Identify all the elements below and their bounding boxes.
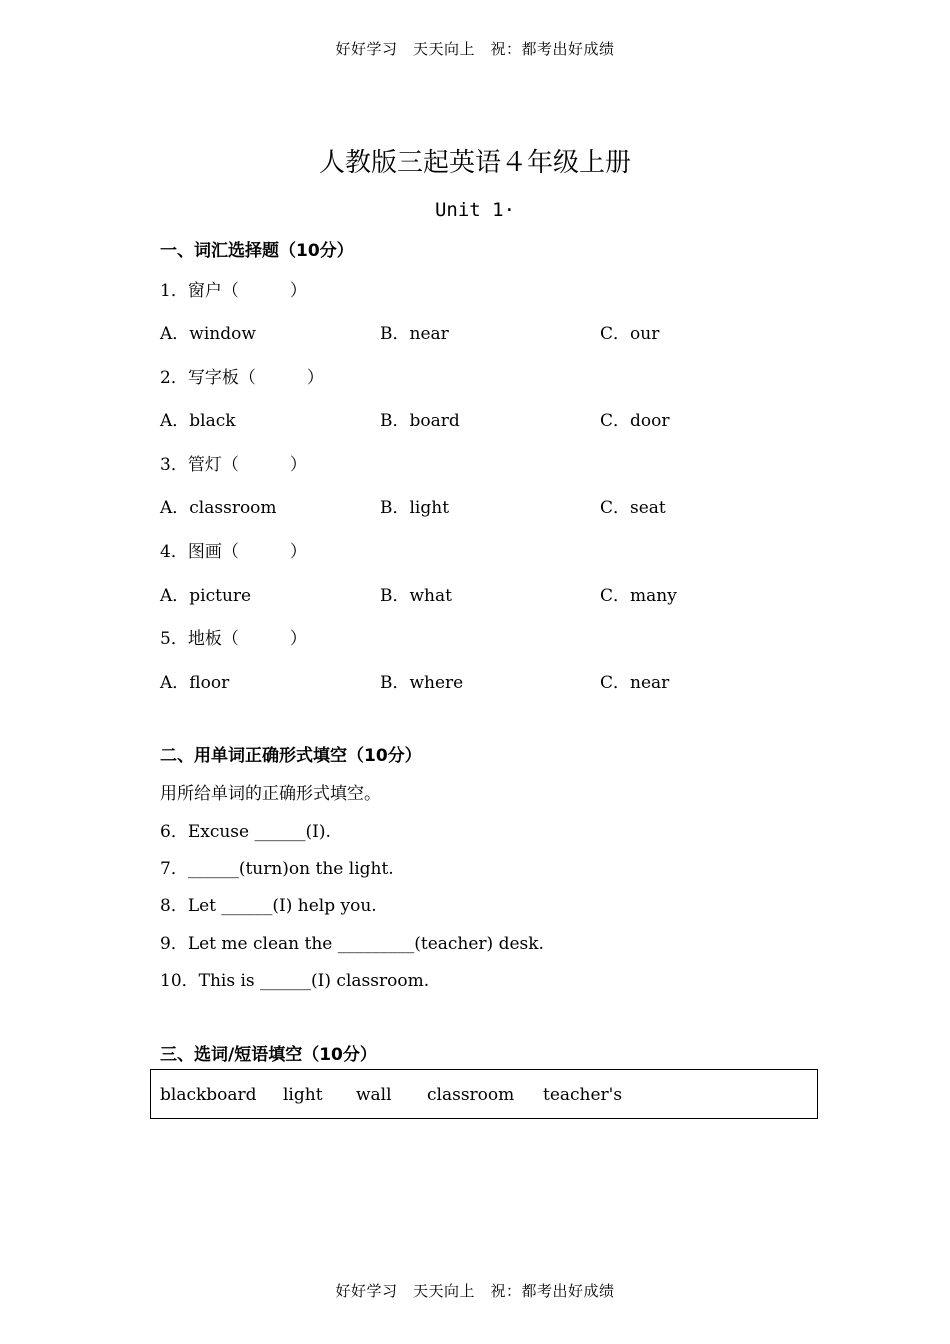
word-bank-item: wall: [356, 1085, 392, 1105]
question-stem: 5．地板（ ）: [160, 629, 307, 649]
page-title: 人教版三起英语４年级上册: [318, 148, 631, 178]
question-stem: 4．图画（ ）: [160, 542, 307, 562]
option-b: B．what: [380, 586, 452, 606]
fill-in-item: 6．Excuse ______(I).: [160, 822, 331, 842]
question-stem: 2．写字板（ ）: [160, 368, 324, 388]
option-b: B．board: [380, 411, 460, 431]
word-bank-item: teacher's: [543, 1085, 623, 1105]
option-c: C．our: [600, 324, 660, 344]
word-bank-item: classroom: [427, 1085, 515, 1105]
fill-in-item: 10．This is ______(I) classroom.: [160, 971, 430, 991]
section-heading-word-forms: 二、用单词正确形式填空（10分）: [160, 746, 422, 766]
option-a: A．floor: [160, 673, 230, 693]
page-footer: 好好学习 天天向上 祝：都考出好成绩: [335, 1282, 615, 1300]
section-heading-word-bank: 三、选词/短语填空（10分）: [160, 1045, 377, 1065]
unit-label: Unit 1·: [434, 199, 516, 221]
fill-in-item: 8．Let ______(I) help you.: [160, 896, 377, 916]
question-stem: 1．窗户（ ）: [160, 281, 307, 301]
word-bank-item: blackboard: [160, 1085, 257, 1105]
word-bank-item: light: [283, 1085, 323, 1105]
option-a: A．black: [160, 411, 236, 431]
option-c: C．seat: [600, 498, 666, 518]
option-b: B．near: [380, 324, 449, 344]
fill-in-item: 7．______(turn)on the light.: [160, 859, 394, 879]
section-instruction: 用所给单词的正确形式填空。: [160, 784, 381, 804]
option-b: B．light: [380, 498, 450, 518]
option-a: A．window: [160, 324, 256, 344]
option-a: A．classroom: [160, 498, 277, 518]
question-stem: 3．管灯（ ）: [160, 455, 307, 475]
section-heading-vocabulary: 一、词汇选择题（10分）: [160, 241, 354, 261]
page-header: 好好学习 天天向上 祝：都考出好成绩: [335, 40, 615, 58]
option-a: A．picture: [160, 586, 252, 606]
word-bank-box: [150, 1069, 818, 1119]
option-c: C．door: [600, 411, 670, 431]
option-b: B．where: [380, 673, 464, 693]
option-c: C．near: [600, 673, 670, 693]
fill-in-item: 9．Let me clean the _________(teacher) desk.: [160, 934, 544, 954]
option-c: C．many: [600, 586, 677, 606]
